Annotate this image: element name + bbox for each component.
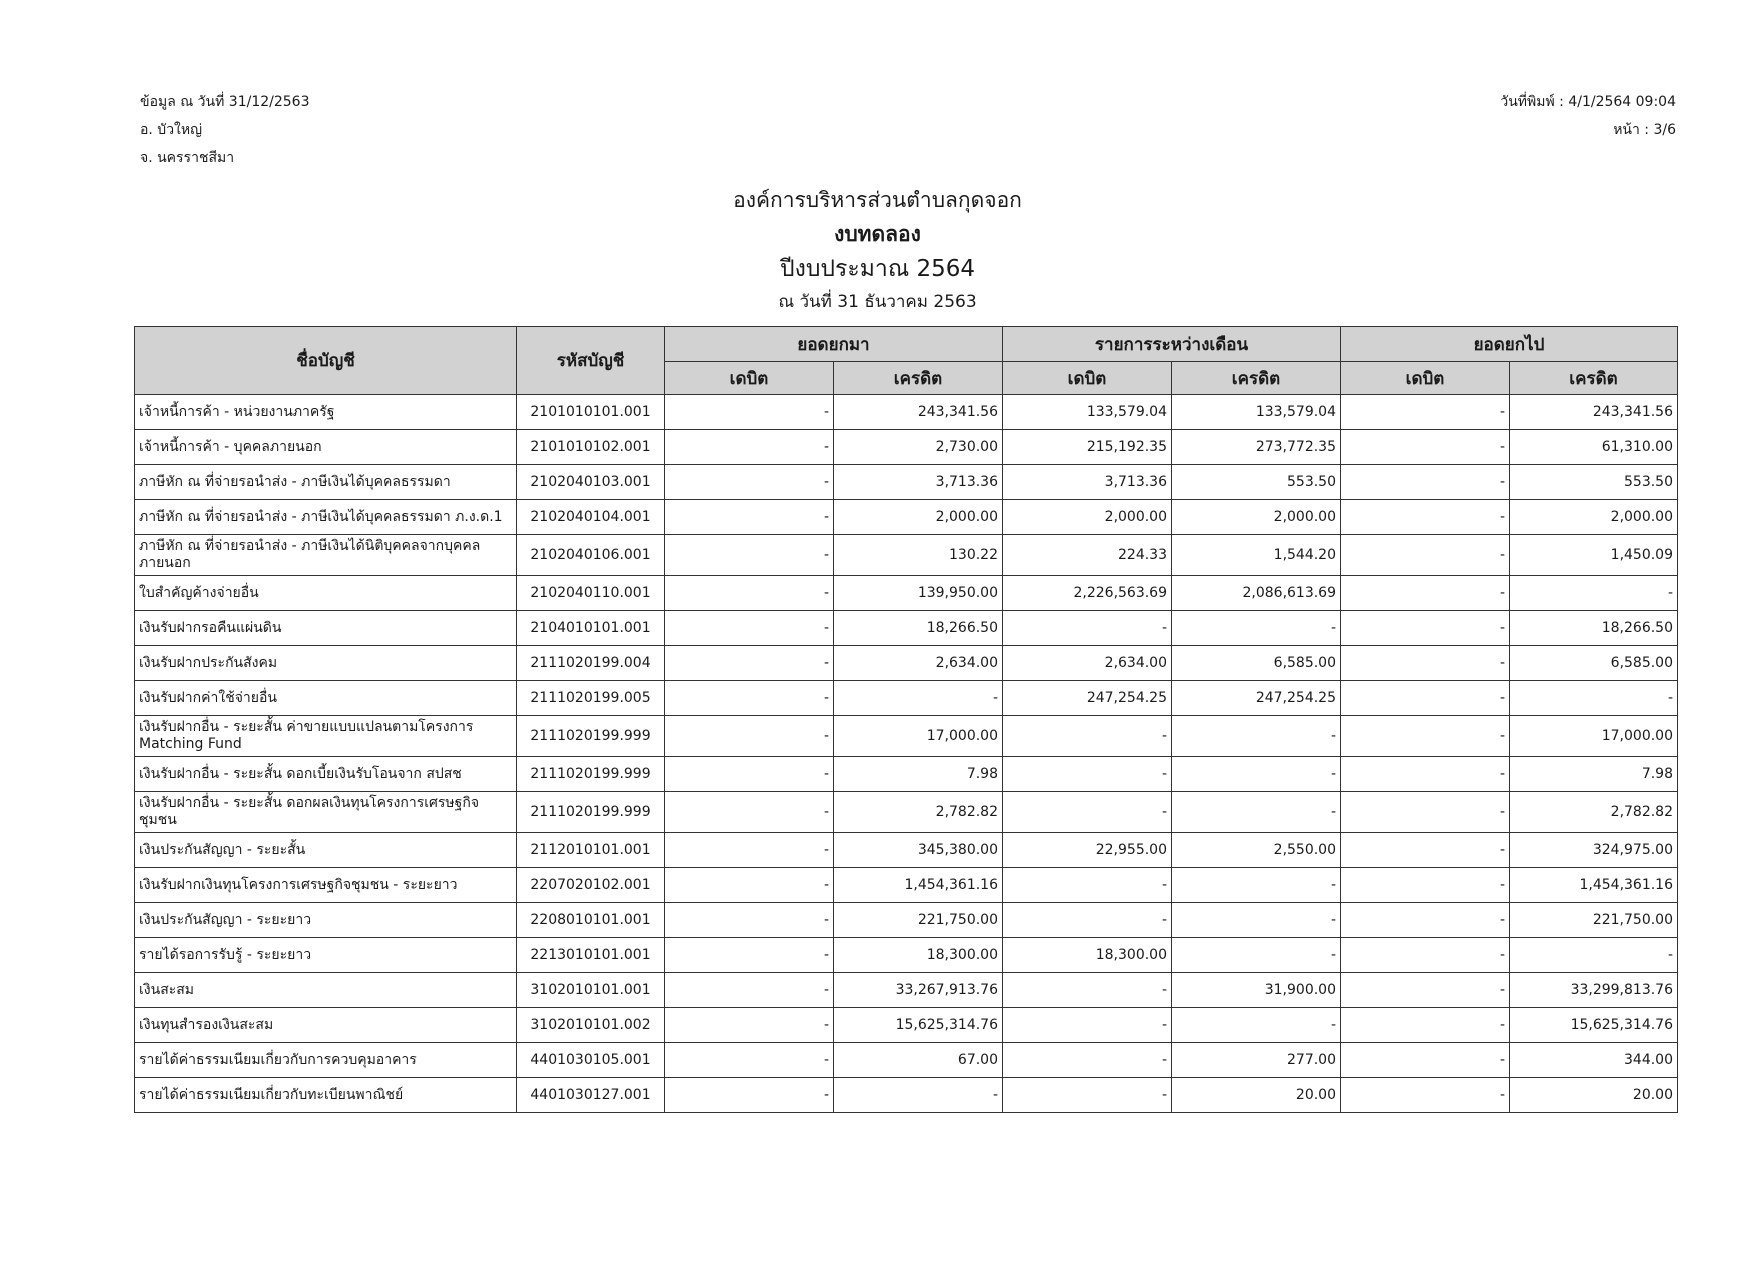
- account-name-cell: เจ้าหนี้การค้า - หน่วยงานภาครัฐ: [135, 395, 517, 430]
- cf-credit-cell: 2,782.82: [1510, 792, 1678, 833]
- account-name-cell: เงินประกันสัญญา - ระยะยาว: [135, 903, 517, 938]
- cf-debit-cell: -: [1341, 973, 1510, 1008]
- month-debit-cell: -: [1003, 903, 1172, 938]
- bf-credit-cell: 18,266.50: [834, 611, 1003, 646]
- account-code-cell: 2102040106.001: [517, 535, 665, 576]
- table-body: [135, 395, 1678, 1113]
- cf-debit-cell: -: [1341, 576, 1510, 611]
- account-code-cell: 2101010102.001: [517, 430, 665, 465]
- header-bf-debit: เดบิต: [665, 362, 834, 395]
- header-month-debit: เดบิต: [1003, 362, 1172, 395]
- bf-credit-cell: 1,454,361.16: [834, 868, 1003, 903]
- table-row: [135, 500, 1678, 535]
- cf-credit-cell: 17,000.00: [1510, 716, 1678, 757]
- account-code-cell: 2101010101.001: [517, 395, 665, 430]
- bf-debit-cell: -: [665, 1078, 834, 1113]
- month-credit-cell: -: [1172, 611, 1341, 646]
- cf-credit-cell: 1,454,361.16: [1510, 868, 1678, 903]
- report-title: งบทดลอง: [834, 222, 921, 246]
- bf-credit-cell: 2,782.82: [834, 792, 1003, 833]
- table-row: [135, 1078, 1678, 1113]
- report-titles: [0, 183, 1755, 317]
- cf-credit-cell: 243,341.56: [1510, 395, 1678, 430]
- account-code-cell: 2208010101.001: [517, 903, 665, 938]
- month-debit-cell: 2,226,563.69: [1003, 576, 1172, 611]
- cf-debit-cell: -: [1341, 868, 1510, 903]
- account-code-cell: 2111020199.005: [517, 681, 665, 716]
- bf-debit-cell: -: [665, 833, 834, 868]
- table-row: [135, 576, 1678, 611]
- month-debit-cell: -: [1003, 973, 1172, 1008]
- table-row: [135, 611, 1678, 646]
- cf-credit-cell: 2,000.00: [1510, 500, 1678, 535]
- account-name-cell: เงินรับฝากประกันสังคม: [135, 646, 517, 681]
- bf-credit-cell: 15,625,314.76: [834, 1008, 1003, 1043]
- cf-credit-cell: 18,266.50: [1510, 611, 1678, 646]
- account-code-cell: 2104010101.001: [517, 611, 665, 646]
- cf-debit-cell: -: [1341, 681, 1510, 716]
- account-code-cell: 2111020199.999: [517, 716, 665, 757]
- account-code-cell: 2102040110.001: [517, 576, 665, 611]
- month-debit-cell: 215,192.35: [1003, 430, 1172, 465]
- month-debit-cell: 224.33: [1003, 535, 1172, 576]
- bf-debit-cell: -: [665, 868, 834, 903]
- table-row: [135, 792, 1678, 833]
- table-row: [135, 757, 1678, 792]
- month-credit-cell: -: [1172, 792, 1341, 833]
- table-row: [135, 1043, 1678, 1078]
- header-cf-debit: เดบิต: [1341, 362, 1510, 395]
- account-code-cell: 2102040103.001: [517, 465, 665, 500]
- month-debit-cell: 2,634.00: [1003, 646, 1172, 681]
- cf-credit-cell: 6,585.00: [1510, 646, 1678, 681]
- header-during-month: รายการระหว่างเดือน: [1003, 327, 1341, 362]
- table-row: [135, 681, 1678, 716]
- cf-debit-cell: -: [1341, 1043, 1510, 1078]
- account-code-cell: 4401030127.001: [517, 1078, 665, 1113]
- table-row: [135, 535, 1678, 576]
- trial-balance-table: [134, 326, 1678, 1113]
- account-name-cell: เงินทุนสำรองเงินสะสม: [135, 1008, 517, 1043]
- table-row: [135, 833, 1678, 868]
- bf-debit-cell: -: [665, 535, 834, 576]
- bf-debit-cell: -: [665, 1008, 834, 1043]
- bf-credit-cell: 221,750.00: [834, 903, 1003, 938]
- bf-debit-cell: -: [665, 716, 834, 757]
- cf-credit-cell: 553.50: [1510, 465, 1678, 500]
- bf-debit-cell: -: [665, 681, 834, 716]
- district: อ. บัวใหญ่: [140, 122, 203, 138]
- bf-debit-cell: -: [665, 500, 834, 535]
- header-brought-forward: ยอดยกมา: [665, 327, 1003, 362]
- month-debit-cell: -: [1003, 1078, 1172, 1113]
- cf-credit-cell: 7.98: [1510, 757, 1678, 792]
- header-account-name: ชื่อบัญชี: [135, 327, 517, 395]
- account-name-cell: ใบสำคัญค้างจ่ายอื่น: [135, 576, 517, 611]
- cf-credit-cell: 221,750.00: [1510, 903, 1678, 938]
- month-credit-cell: -: [1172, 716, 1341, 757]
- table-row: [135, 868, 1678, 903]
- bf-credit-cell: 18,300.00: [834, 938, 1003, 973]
- month-credit-cell: 2,086,613.69: [1172, 576, 1341, 611]
- cf-debit-cell: -: [1341, 395, 1510, 430]
- account-name-cell: รายได้ค่าธรรมเนียมเกี่ยวกับทะเบียนพาณิชย์: [135, 1078, 517, 1113]
- account-name-cell: เงินประกันสัญญา - ระยะสั้น: [135, 833, 517, 868]
- account-name-cell: ภาษีหัก ณ ที่จ่ายรอนำส่ง - ภาษีเงินได้นิติบุคคลจากบุคคลภายนอก: [135, 535, 517, 576]
- bf-credit-cell: -: [834, 1078, 1003, 1113]
- month-credit-cell: 2,000.00: [1172, 500, 1341, 535]
- bf-debit-cell: -: [665, 903, 834, 938]
- month-credit-cell: 133,579.04: [1172, 395, 1341, 430]
- cf-debit-cell: -: [1341, 716, 1510, 757]
- account-name-cell: เงินสะสม: [135, 973, 517, 1008]
- month-debit-cell: -: [1003, 611, 1172, 646]
- cf-debit-cell: -: [1341, 833, 1510, 868]
- bf-credit-cell: 17,000.00: [834, 716, 1003, 757]
- cf-credit-cell: 1,450.09: [1510, 535, 1678, 576]
- account-code-cell: 2111020199.999: [517, 792, 665, 833]
- organization-name: องค์การบริหารส่วนตำบลกุดจอก: [733, 188, 1022, 212]
- account-code-cell: 2111020199.004: [517, 646, 665, 681]
- account-code-cell: 2111020199.999: [517, 757, 665, 792]
- bf-debit-cell: -: [665, 611, 834, 646]
- bf-debit-cell: -: [665, 430, 834, 465]
- bf-debit-cell: -: [665, 646, 834, 681]
- table-row: [135, 646, 1678, 681]
- cf-debit-cell: -: [1341, 535, 1510, 576]
- table-row: [135, 938, 1678, 973]
- bf-credit-cell: 345,380.00: [834, 833, 1003, 868]
- bf-debit-cell: -: [665, 1043, 834, 1078]
- month-credit-cell: 247,254.25: [1172, 681, 1341, 716]
- report-date: ณ วันที่ 31 ธันวาคม 2563: [778, 292, 977, 312]
- table-row: [135, 903, 1678, 938]
- bf-credit-cell: 139,950.00: [834, 576, 1003, 611]
- account-name-cell: เงินรับฝากอื่น - ระยะสั้น ดอกผลเงินทุนโครงการเศรษฐกิจชุมชน: [135, 792, 517, 833]
- data-as-of: ข้อมูล ณ วันที่ 31/12/2563: [140, 94, 310, 110]
- cf-debit-cell: -: [1341, 938, 1510, 973]
- month-debit-cell: 247,254.25: [1003, 681, 1172, 716]
- print-date: วันที่พิมพ์ : 4/1/2564 09:04: [1500, 94, 1676, 110]
- report-meta-right: [1500, 88, 1676, 144]
- cf-credit-cell: 20.00: [1510, 1078, 1678, 1113]
- table-row: [135, 973, 1678, 1008]
- month-debit-cell: 3,713.36: [1003, 465, 1172, 500]
- header-carried-forward: ยอดยกไป: [1341, 327, 1678, 362]
- account-name-cell: เงินรับฝากเงินทุนโครงการเศรษฐกิจชุมชน - ระยะยาว: [135, 868, 517, 903]
- bf-debit-cell: -: [665, 938, 834, 973]
- bf-debit-cell: -: [665, 792, 834, 833]
- province: จ. นครราชสีมา: [140, 150, 235, 166]
- cf-debit-cell: -: [1341, 1078, 1510, 1113]
- account-name-cell: เงินรับฝากอื่น - ระยะสั้น ดอกเบี้ยเงินรับโอนจาก สปสช: [135, 757, 517, 792]
- cf-debit-cell: -: [1341, 1008, 1510, 1043]
- bf-credit-cell: 2,730.00: [834, 430, 1003, 465]
- account-name-cell: เงินรับฝากอื่น - ระยะสั้น ค่าขายแบบแปลนตามโครงการ Matching Fund: [135, 716, 517, 757]
- page-number: หน้า : 3/6: [1613, 122, 1676, 138]
- month-credit-cell: 31,900.00: [1172, 973, 1341, 1008]
- account-code-cell: 3102010101.001: [517, 973, 665, 1008]
- table-header: [135, 327, 1678, 395]
- month-debit-cell: -: [1003, 868, 1172, 903]
- account-name-cell: เงินรับฝากรอคืนแผ่นดิน: [135, 611, 517, 646]
- cf-debit-cell: -: [1341, 465, 1510, 500]
- account-name-cell: ภาษีหัก ณ ที่จ่ายรอนำส่ง - ภาษีเงินได้บุคคลธรรมดา ภ.ง.ด.1: [135, 500, 517, 535]
- month-credit-cell: 553.50: [1172, 465, 1341, 500]
- bf-credit-cell: 243,341.56: [834, 395, 1003, 430]
- account-code-cell: 4401030105.001: [517, 1043, 665, 1078]
- month-debit-cell: 2,000.00: [1003, 500, 1172, 535]
- account-code-cell: 2102040104.001: [517, 500, 665, 535]
- header-account-code: รหัสบัญชี: [517, 327, 665, 395]
- account-name-cell: เจ้าหนี้การค้า - บุคคลภายนอก: [135, 430, 517, 465]
- month-debit-cell: -: [1003, 1043, 1172, 1078]
- cf-debit-cell: -: [1341, 757, 1510, 792]
- month-debit-cell: 133,579.04: [1003, 395, 1172, 430]
- bf-credit-cell: -: [834, 681, 1003, 716]
- cf-debit-cell: -: [1341, 430, 1510, 465]
- header-cf-credit: เครดิต: [1510, 362, 1678, 395]
- bf-credit-cell: 67.00: [834, 1043, 1003, 1078]
- fiscal-year: ปีงบประมาณ 2564: [780, 256, 975, 282]
- month-debit-cell: 18,300.00: [1003, 938, 1172, 973]
- month-debit-cell: -: [1003, 757, 1172, 792]
- month-debit-cell: -: [1003, 716, 1172, 757]
- bf-credit-cell: 2,000.00: [834, 500, 1003, 535]
- cf-credit-cell: 61,310.00: [1510, 430, 1678, 465]
- bf-credit-cell: 2,634.00: [834, 646, 1003, 681]
- month-credit-cell: -: [1172, 1008, 1341, 1043]
- cf-debit-cell: -: [1341, 646, 1510, 681]
- table-row: [135, 1008, 1678, 1043]
- cf-credit-cell: -: [1510, 938, 1678, 973]
- bf-debit-cell: -: [665, 757, 834, 792]
- month-credit-cell: 273,772.35: [1172, 430, 1341, 465]
- table-row: [135, 430, 1678, 465]
- month-credit-cell: -: [1172, 757, 1341, 792]
- cf-credit-cell: 33,299,813.76: [1510, 973, 1678, 1008]
- account-name-cell: รายได้ค่าธรรมเนียมเกี่ยวกับการควบคุมอาคาร: [135, 1043, 517, 1078]
- cf-credit-cell: -: [1510, 681, 1678, 716]
- cf-debit-cell: -: [1341, 792, 1510, 833]
- month-credit-cell: 277.00: [1172, 1043, 1341, 1078]
- bf-credit-cell: 33,267,913.76: [834, 973, 1003, 1008]
- account-code-cell: 2112010101.001: [517, 833, 665, 868]
- bf-credit-cell: 3,713.36: [834, 465, 1003, 500]
- header-bf-credit: เครดิต: [834, 362, 1003, 395]
- cf-debit-cell: -: [1341, 500, 1510, 535]
- account-name-cell: เงินรับฝากค่าใช้จ่ายอื่น: [135, 681, 517, 716]
- bf-credit-cell: 7.98: [834, 757, 1003, 792]
- month-credit-cell: -: [1172, 938, 1341, 973]
- account-code-cell: 2207020102.001: [517, 868, 665, 903]
- cf-credit-cell: 324,975.00: [1510, 833, 1678, 868]
- bf-debit-cell: -: [665, 395, 834, 430]
- cf-debit-cell: -: [1341, 903, 1510, 938]
- month-credit-cell: -: [1172, 903, 1341, 938]
- cf-credit-cell: 15,625,314.76: [1510, 1008, 1678, 1043]
- cf-debit-cell: -: [1341, 611, 1510, 646]
- report-meta-left: [140, 88, 309, 172]
- month-debit-cell: -: [1003, 1008, 1172, 1043]
- account-code-cell: 3102010101.002: [517, 1008, 665, 1043]
- month-credit-cell: 2,550.00: [1172, 833, 1341, 868]
- month-debit-cell: 22,955.00: [1003, 833, 1172, 868]
- account-name-cell: รายได้รอการรับรู้ - ระยะยาว: [135, 938, 517, 973]
- bf-debit-cell: -: [665, 576, 834, 611]
- bf-debit-cell: -: [665, 973, 834, 1008]
- table-row: [135, 465, 1678, 500]
- table-row: [135, 716, 1678, 757]
- month-credit-cell: 20.00: [1172, 1078, 1341, 1113]
- bf-debit-cell: -: [665, 465, 834, 500]
- month-debit-cell: -: [1003, 792, 1172, 833]
- table-row: [135, 395, 1678, 430]
- cf-credit-cell: 344.00: [1510, 1043, 1678, 1078]
- header-month-credit: เครดิต: [1172, 362, 1341, 395]
- month-credit-cell: 1,544.20: [1172, 535, 1341, 576]
- cf-credit-cell: -: [1510, 576, 1678, 611]
- month-credit-cell: -: [1172, 868, 1341, 903]
- account-code-cell: 2213010101.001: [517, 938, 665, 973]
- account-name-cell: ภาษีหัก ณ ที่จ่ายรอนำส่ง - ภาษีเงินได้บุคคลธรรมดา: [135, 465, 517, 500]
- month-credit-cell: 6,585.00: [1172, 646, 1341, 681]
- bf-credit-cell: 130.22: [834, 535, 1003, 576]
